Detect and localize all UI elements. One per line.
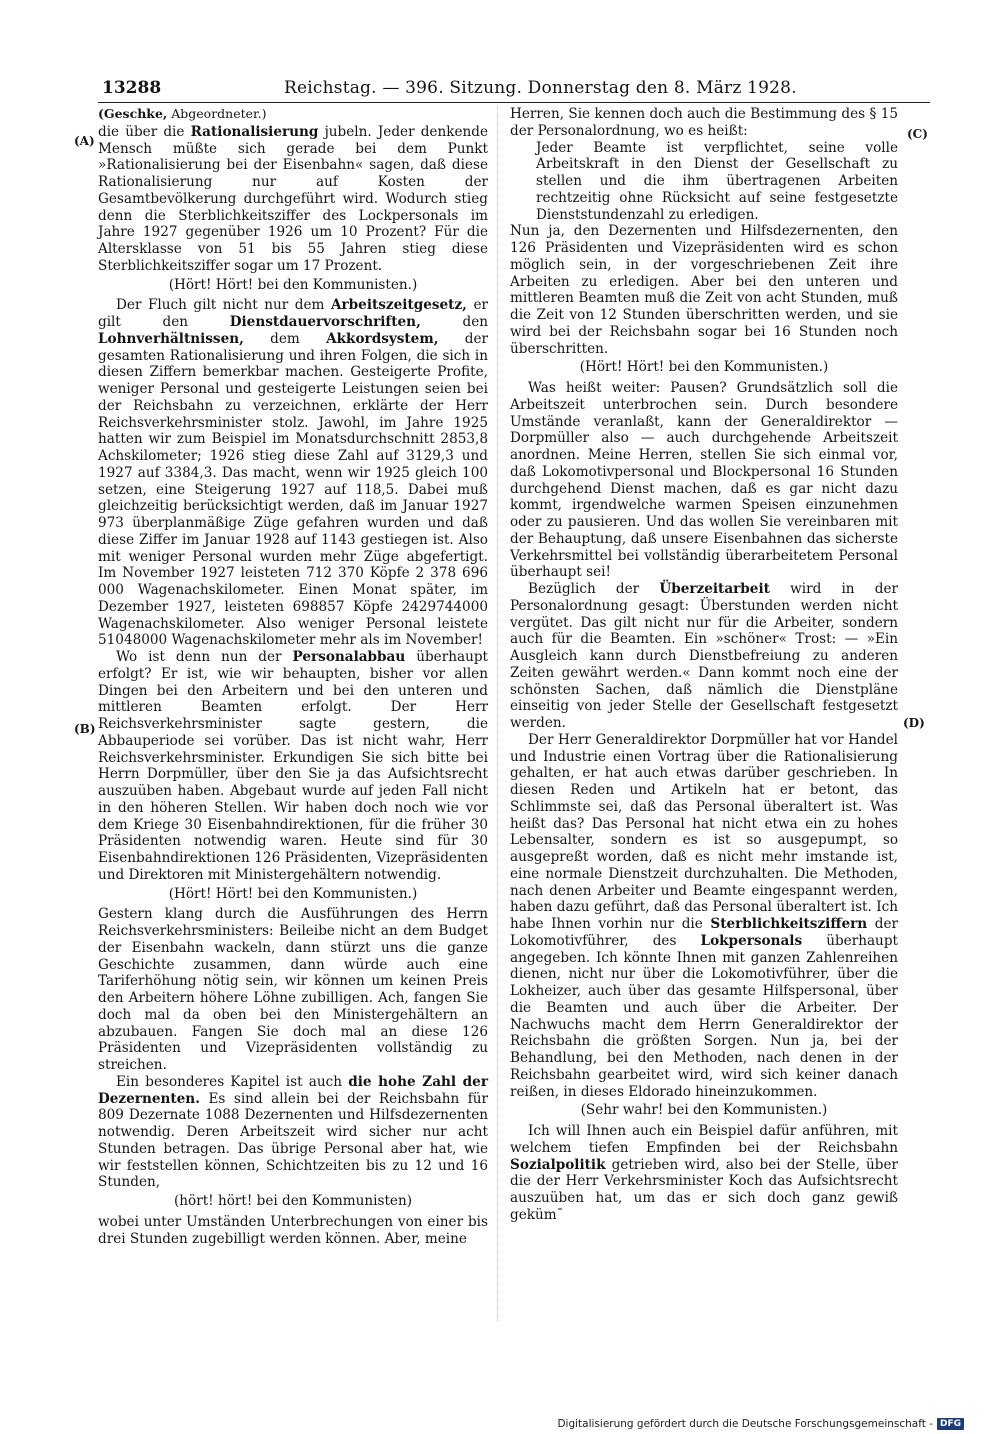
digitization-footer <box>557 1418 964 1430</box>
paragraph: Bezüglich der Überzeitarbeit wird in der Personalordnung gesagt: Überstunden werden nicht vergütet. Das gilt nicht nur für die Arbeiter, sondern auch für die Beamten. Ein »schöner« Trost: — »Ein Ausgleich kann durch Dienstbefreiung zu anderen Zeiten gewährt werden.« Dann kommt noch eine der schönsten Sachen, daß nämlich die Dienstpläne einseitig von jeder Stelle der Gesellschaft festgesetzt werden. <box>510 581 898 731</box>
page-number: 13288 <box>102 78 162 98</box>
footer-text: Digitalisierung gefördert durch die Deutsche Forschungsgemeinschaft - <box>557 1418 933 1430</box>
paragraph: Herren, Sie kennen doch auch die Bestimmung des § 15 der Personalordnung, wo es heißt: <box>510 106 898 139</box>
margin-mark-a: (A) <box>74 134 95 148</box>
interjection: (Hört! Hört! bei den Kommunisten.) <box>168 885 418 902</box>
paragraph: die über die Rationalisierung jubeln. Jeder denkende Mensch müßte sich gerade bei dem Punkt »Rationalisierung bei der Eisenbahn« sagen, daß diese Rationalisierung nur auf Kosten der Gesamtbevölkerung durchgeführt wird. Wodurch stieg denn die Sterblichkeitsziffer des Lockpersonals im Jahre 1927 gegenüber 1926 um 10 Prozent? Für die Altersklasse von 51 bis 55 Jahren stieg diese Sterblichkeitsziffer sogar um 17 Prozent. <box>98 123 488 274</box>
paragraph: Ein besonderes Kapitel ist auch die hohe Zahl der Dezernenten. Es sind allein bei der Reichsbahn für 809 Dezernate 1088 Dezernenten und Hilfsdezernenten notwendig. Deren Arbeitszeit wird sicher nur acht Stunden betragen. Das übrige Personal aber hat, wie wir feststellen können, Schichtzeiten bis zu 12 und 16 Stunden, <box>98 1073 488 1191</box>
speaker-name: (Geschke, <box>98 106 168 121</box>
page-header <box>98 78 930 103</box>
margin-mark-d: (D) <box>903 716 925 730</box>
paragraph: Der Fluch gilt nicht nur dem Arbeitszeitgesetz, er gilt den Dienstdauervorschriften, den Lohnverhältnissen, dem Akkordsystem, der gesamten Rationalisierung und ihren Folgen, die sich in diesen Ziffern bemerkbar machen. Gesteigerte Profite, weniger Personal und gesteigerte Leistungen seien bei der Reichsbahn zu verzeichnen, erklärte der Herr Reichsverkehrsminister stolz. Jawohl, im Jahre 1925 hatten wir zum Beispiel im Monatsdurchschnitt 2853,8 Achskilometer; 1926 stieg diese Zahl auf 3129,3 und 1927 auf 3384,3. Das macht, wenn wir 1925 gleich 100 setzen, eine Steigerung 1927 auf 118,5. Dabei muß gleichzeitig berücksichtigt werden, daß im Januar 1927 973 überplanmäßige Züge gefahren wurden und daß diese Ziffer im Januar 1928 auf 1143 gestiegen ist. Also mit weniger Personal wurden mehr Züge abgefertigt. Im November 1927 leisteten 712 370 Köpfe 2 378 696 000 Wagenachskilometer. Einen Monat später, im Dezember 1927, leisteten 698857 Köpfe 2429744000 Wagenachskilometer. Also weniger Personal leistete 51048000 Wagenachskilometer mehr als im November! <box>98 297 488 649</box>
paragraph: Ich will Ihnen auch ein Beispiel dafür anführen, mit welchem tiefen Empfinden bei der Reichsbahn Sozialpolitik getrieben wird, also bei der Stelle, über die der Herr Verkehrsminister Koch das Aufsichtsrecht auszuüben hat, um das er sich doch ganz gewiß gekümˉ <box>510 1123 898 1223</box>
speaker-heading <box>98 106 488 123</box>
interjection: (Sehr wahr! bei den Kommunisten.) <box>580 1102 828 1119</box>
right-column <box>510 106 898 1224</box>
block-quote: Jeder Beamte ist verpflichtet, seine volle Arbeitskraft in den Dienst der Gesellschaft zu stellen und die ihm übertragenen Arbeiten rechtzeitig ohne Rücksicht auf seine festgesetzte Dienststundenzahl zu erledigen. <box>536 139 898 223</box>
column-divider <box>497 106 498 1321</box>
paragraph: wobei unter Umständen Unterbrechungen von einer bis drei Stunden zugebilligt werden können. Aber, meine <box>98 1213 488 1247</box>
dfg-logo: DFG <box>937 1418 964 1430</box>
speaker-role: Abgeordneter.) <box>171 106 267 121</box>
interjection: (hört! hört! bei den Kommunisten) <box>173 1193 413 1209</box>
margin-mark-c: (C) <box>907 127 928 141</box>
paragraph: Wo ist denn nun der Personalabbau überhaupt erfolgt? Er ist, wie wir behaupten, bisher vor allen Dingen bei den Arbeitern und bei den unteren und mittleren Beamten erfolgt. Der Herr Reichsverkehrsminister sagte gestern, die Abbauperiode sei vorüber. Das ist nicht wahr, Herr Reichsverkehrsminister. Erkundigen Sie sich bitte bei Herrn Dorpmüller, über den Sie ja das Aufsichtsrecht auszuüben haben. Abgebaut wurde auf jeden Fall nicht in den höheren Stellen. Wir haben doch noch wie vor dem Kriege 30 Eisenbahndirektionen, für die früher 30 Präsidenten notwendig waren. Heute sind für 30 Eisenbahndirektionen 126 Präsidenten, Vizepräsidenten und Direktoren mit Ministergehältern notwendig. <box>98 649 488 883</box>
paragraph: Der Herr Generaldirektor Dorpmüller hat vor Handel und Industrie einen Vortrag über die Rationalisierung gehalten, er hat auch etwas darüber geschrieben. In diesen Reden und Artikeln hat er betont, das Schlimmste sei, daß das Personal überaltert ist. Was heißt das? Das Personal hat nicht etwa ein zu hohes Lebensalter, sondern es ist so ausgepumpt, so ausgepreßt worden, daß es nicht mehr imstande ist, eine normale Dienstzeit durchzuhalten. Die Methoden, nach denen Arbeiter und Beamte eingespannt werden, haben dazu geführt, daß das Personal überaltert ist. Ich habe Ihnen vorhin nur die Sterblichkeitsziffern der Lokomotivführer, des Lokpersonals überhaupt angegeben. Ich könnte Ihnen mit ganzen Zahlenreihen dienen, nicht nur über die Lokomotivführer, über die Lokheizer, auch über das gesamte Hilfspersonal, über die Beamten und auch über die Arbeiter. Der Nachwuchs macht dem Herrn Generaldirektor der Reichsbahn die größten Sorgen. Nun ja, bei der Behandlung, bei den Methoden, nach denen in der Reichsbahn gearbeitet wird, wird sich keiner danach reißen, in dieses Eldorado hineinzukommen. <box>510 731 898 1100</box>
paragraph: Gestern klang durch die Ausführungen des Herrn Reichsverkehrsministers: Beileibe nicht an dem Budget der Eisenbahn wackeln, dann stürzt uns die ganze Geschichte zusammen, dann würde auch eine Tariferhöhung nötig sein, wir können um keinen Preis den Arbeitern höhere Löhne zubilligen. Ach, fangen Sie doch mal da oben bei den Ministergehältern an abzubauen. Fangen Sie doch mal an diese 126 Präsidenten und Vizepräsidenten vollständig zu streichen. <box>98 906 488 1073</box>
paragraph: Was heißt weiter: Pausen? Grundsätzlich soll die Arbeitszeit unterbrochen sein. Durch besondere Umstände veranlaßt, kann der Generaldirektor — Dorpmüller also — auch durchgehende Arbeitszeit anordnen. Meine Herren, stellen Sie sich einmal vor, daß Lokomotivpersonal und Blockpersonal 16 Stunden durchgehend Dienst machen, daß es gar nicht dazu kommt, irgendwelche warmen Speisen einzunehmen oder zu pausieren. Und das wollen Sie vereinbaren mit der Behauptung, daß unsere Eisenbahnen das sicherste Verkehrsmittel bei vollständig überarbeitetem Personal überhaupt sei! <box>510 380 898 581</box>
left-column <box>98 106 488 1247</box>
running-title: Reichstag. — 396. Sitzung. Donnerstag den 8. März 1928. <box>284 78 797 98</box>
interjection: (Hört! Hört! bei den Kommunisten.) <box>579 359 829 376</box>
margin-mark-b: (B) <box>74 722 96 736</box>
paragraph: Nun ja, den Dezernenten und Hilfsdezernenten, den 126 Präsidenten und Vizepräsidenten wird es schon möglich sein, in der vorgeschriebenen Zeit ihre Arbeiten zu erledigen. Aber bei den unteren und mittleren Beamten muß die Zeit von acht Stunden, muß die Zeit von 12 Stunden überschritten werden, und sie wird bei der Reichsbahn sogar bei 16 Stunden noch überschritten. <box>510 223 898 357</box>
interjection: (Hört! Hört! bei den Kommunisten.) <box>168 276 418 293</box>
